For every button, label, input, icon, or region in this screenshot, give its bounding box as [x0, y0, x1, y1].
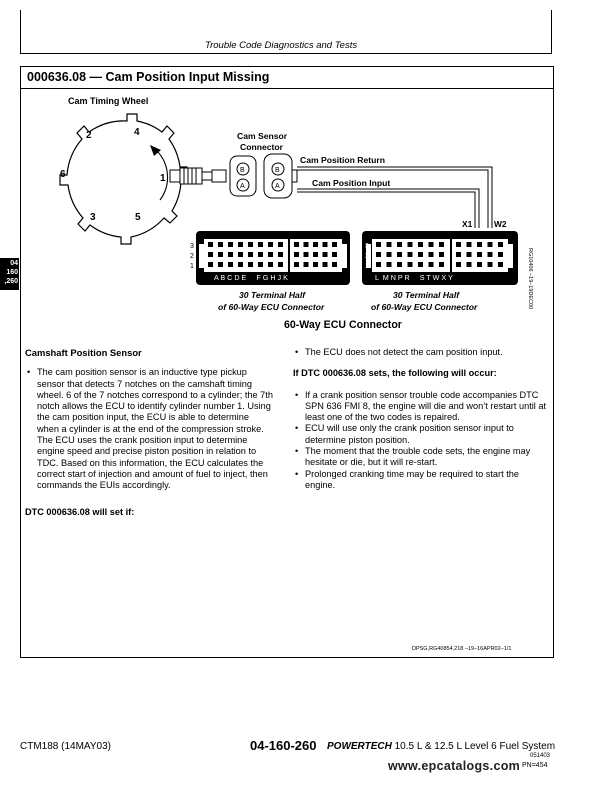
footer-pn: PN=454	[522, 762, 548, 769]
left-column	[25, 347, 273, 528]
left-row-label-3: 3	[190, 243, 194, 250]
left-caption-2: of 60-Way ECU Connector	[218, 302, 325, 312]
pin-socket	[304, 252, 309, 257]
camshaft-sensor-heading: Camshaft Position Sensor	[25, 347, 142, 358]
side-tab-line3: ,260	[4, 278, 18, 285]
set-condition-bullet: • The ECU does not detect the cam position input.	[293, 347, 547, 358]
pin-socket	[456, 262, 461, 267]
pin-socket	[278, 252, 283, 257]
ecu-connector-left-half	[196, 231, 350, 285]
pin-socket	[208, 252, 213, 257]
pin-socket	[467, 262, 472, 267]
main-caption: 60-Way ECU Connector	[284, 319, 402, 331]
pin-socket	[439, 262, 444, 267]
pin-socket	[488, 252, 493, 257]
pin-label-w2: W2	[494, 219, 507, 229]
pin-socket	[218, 262, 223, 267]
pin-label-x1: X1	[462, 219, 473, 229]
pin-socket	[418, 262, 423, 267]
occur-list	[293, 390, 547, 492]
footer-brand: POWERTECH	[327, 741, 392, 752]
footer-date-code: 051403	[530, 753, 551, 759]
pin-socket	[323, 242, 328, 247]
pin-socket	[488, 242, 493, 247]
pin-socket	[323, 262, 328, 267]
harness-connector-female	[264, 154, 297, 198]
header-right-line	[551, 10, 552, 54]
sensor-connector-male	[230, 156, 256, 196]
notch-label-3: 3	[90, 212, 96, 223]
pin-socket	[477, 262, 482, 267]
camshaft-sensor-bullet: • The cam position sensor is an inductive type pickup sensor that detects 7 notches on the camshaft timing wheel. 6 of the 7 notches correspond to a cylinder; the 7th notch allows the ECU to identify cylinder number 1. Using the cam position input, the ECU is able to determine when a cylinder is at the end of the compression stroke. The ECU uses the crank position input to determine engine speed and precise piston position in relation to TDC. Based on this information, the ECU calculates the correct start of injection and amount of fuel to inject, then commands the EUIs accordingly.	[25, 367, 273, 491]
pin-socket	[456, 242, 461, 247]
occur-bullet-3: • The moment that the trouble code sets, the engine may hesitate or die, but it will re-start.	[293, 446, 547, 469]
pin-socket	[258, 242, 263, 247]
harness-pin-b-label: B	[275, 167, 280, 174]
pin-socket	[418, 242, 423, 247]
box-footer-code: DPSG,RG40854,218 –19–16APR02–1/1	[412, 646, 512, 652]
harness-pin-a-label: A	[275, 183, 280, 190]
right-pin-letters: L M N P R S T W X Y	[375, 273, 453, 282]
pin-a-label: A	[240, 183, 245, 190]
footer-product: 10.5 L & 12.5 L Level 6 Fuel System	[394, 741, 556, 752]
pin-socket	[429, 262, 434, 267]
pin-socket	[238, 252, 243, 257]
cam-timing-wheel	[60, 114, 187, 244]
pin-socket	[397, 242, 402, 247]
pin-socket	[477, 242, 482, 247]
figure-code: RG10406 –19–19DEC00	[527, 248, 533, 310]
pin-socket	[313, 262, 318, 267]
pin-socket	[387, 262, 392, 267]
pin-b-label: B	[240, 167, 245, 174]
pin-socket	[268, 252, 273, 257]
pin-socket	[387, 242, 392, 247]
pin-socket	[208, 242, 213, 247]
cam-position-sensor	[170, 168, 226, 184]
pin-socket	[376, 262, 381, 267]
right-row-label-3: 3	[365, 243, 369, 250]
pin-socket	[228, 252, 233, 257]
pin-socket	[238, 262, 243, 267]
side-tab-line2: 160	[6, 269, 18, 276]
pin-socket	[429, 252, 434, 257]
wire-label-return: Cam Position Return	[300, 155, 385, 165]
left-pin-letters: A B C D E F G H J K	[214, 273, 288, 282]
pin-socket	[456, 252, 461, 257]
sensor-connector-label-1: Cam Sensor	[237, 131, 288, 141]
pin-socket	[488, 262, 493, 267]
pin-socket	[258, 252, 263, 257]
pin-socket	[498, 252, 503, 257]
pin-socket	[248, 242, 253, 247]
footer-document-id: CTM188 (14MAY03)	[20, 741, 111, 752]
pin-socket	[323, 252, 328, 257]
pin-socket	[397, 252, 402, 257]
pin-socket	[332, 252, 337, 257]
pin-socket	[467, 252, 472, 257]
pin-socket	[408, 262, 413, 267]
pin-socket	[248, 252, 253, 257]
pin-socket	[238, 242, 243, 247]
pin-socket	[477, 252, 482, 257]
sensor-connector-label-2: Connector	[240, 142, 283, 152]
pin-socket	[313, 252, 318, 257]
pin-socket	[408, 252, 413, 257]
pin-socket	[376, 242, 381, 247]
notch-label-2: 2	[86, 130, 92, 141]
camshaft-sensor-list	[25, 367, 273, 491]
section-title: 000636.08 — Cam Position Input Missing	[27, 70, 270, 84]
pin-socket	[208, 262, 213, 267]
right-caption-1: 30 Terminal Half	[393, 290, 460, 300]
pin-socket	[498, 242, 503, 247]
right-caption-2: of 60-Way ECU Connector	[371, 302, 478, 312]
pin-socket	[332, 242, 337, 247]
pin-socket	[439, 242, 444, 247]
pin-socket	[429, 242, 434, 247]
pin-socket	[439, 252, 444, 257]
header-left-line	[20, 10, 21, 54]
pin-socket	[268, 262, 273, 267]
page-header-title: Trouble Code Diagnostics and Tests	[205, 40, 358, 51]
pin-socket	[268, 242, 273, 247]
pin-socket	[294, 252, 299, 257]
pin-socket	[408, 242, 413, 247]
wire-label-input: Cam Position Input	[312, 178, 391, 188]
notch-label-6: 6	[60, 169, 66, 180]
right-row-label-1: 1	[365, 263, 369, 270]
pin-socket	[228, 262, 233, 267]
pin-socket	[304, 262, 309, 267]
right-column	[293, 347, 547, 491]
pin-socket	[294, 262, 299, 267]
footer-page-number: 04-160-260	[250, 738, 317, 753]
footer-brand-line	[327, 741, 555, 752]
notch-label-4: 4	[134, 127, 140, 138]
header-rule	[20, 53, 552, 54]
ecu-connector-right-half	[362, 231, 518, 285]
cam-sensor-wiring-diagram	[20, 88, 550, 338]
notch-label-5: 5	[135, 212, 141, 223]
pin-socket	[313, 242, 318, 247]
side-tab-line1: 04	[10, 260, 18, 267]
pin-socket	[332, 262, 337, 267]
occur-bullet-4: • Prolonged cranking time may be required to start the engine.	[293, 469, 547, 492]
pin-socket	[294, 242, 299, 247]
right-row-label-2: 2	[365, 253, 369, 260]
pin-socket	[498, 262, 503, 267]
pin-socket	[228, 242, 233, 247]
pin-socket	[278, 242, 283, 247]
wheel-label: Cam Timing Wheel	[68, 96, 149, 106]
pin-socket	[467, 242, 472, 247]
pin-socket	[218, 242, 223, 247]
left-caption-1: 30 Terminal Half	[239, 290, 306, 300]
pin-socket	[248, 262, 253, 267]
left-row-label-2: 2	[190, 253, 194, 260]
left-row-label-1: 1	[190, 263, 194, 270]
dtc-set-heading: DTC 000636.08 will set if:	[25, 506, 135, 517]
set-condition-list	[293, 347, 547, 358]
watermark: www.epcatalogs.com	[388, 759, 521, 773]
notch-label-1: 1	[160, 173, 166, 184]
occur-bullet-2: • ECU will use only the crank position sensor input to determine piston position.	[293, 423, 547, 446]
pin-socket	[258, 262, 263, 267]
pin-socket	[218, 252, 223, 257]
pin-socket	[376, 252, 381, 257]
pin-socket	[304, 242, 309, 247]
pin-socket	[397, 262, 402, 267]
dtc-occur-heading: If DTC 000636.08 sets, the following will occur:	[293, 368, 497, 379]
pin-socket	[278, 262, 283, 267]
pin-socket	[418, 252, 423, 257]
section-side-tab	[0, 258, 19, 290]
occur-bullet-1: • If a crank position sensor trouble code accompanies DTC SPN 636 FMI 8, the engine will die and won’t restart until at least one of the two codes is repaired.	[293, 390, 547, 424]
pin-socket	[387, 252, 392, 257]
